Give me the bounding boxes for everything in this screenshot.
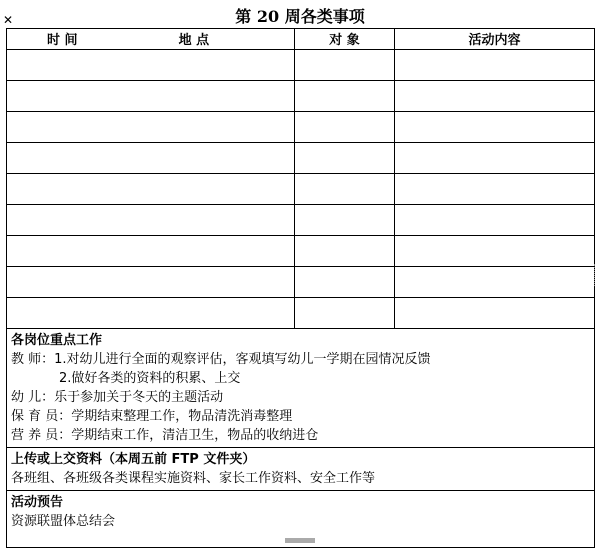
table-row [7,267,595,298]
cell-time-place[interactable] [7,50,295,81]
cell-time-place[interactable] [7,267,295,298]
header-time-place [7,29,295,50]
cell-object[interactable] [295,50,395,81]
preview-label: 活动预告 [11,495,64,510]
caregiver-line: 保 育 员：学期结束整理工作，物品清洗消毒整理 [11,409,293,424]
cell-object[interactable] [295,174,395,205]
table-move-handle-icon[interactable]: ✕ [3,13,14,27]
table-row [7,174,595,205]
page-title: 第 20 周各类事项 [235,7,365,26]
cell-object[interactable] [295,236,395,267]
cell-activity[interactable] [395,267,595,298]
preview-text: 资源联盟体总结会 [11,514,116,529]
teacher-role: 教 师： [11,352,55,367]
cell-activity[interactable] [395,205,595,236]
cell-time-place[interactable] [7,236,295,267]
header-time: 时 间 [47,33,78,48]
header-place: 地 点 [178,33,210,48]
cell-object[interactable] [295,205,395,236]
table-row [7,50,595,81]
cell-object[interactable] [295,81,395,112]
focus-cell[interactable] [7,329,595,448]
cell-time-place[interactable] [7,143,295,174]
upload-label: 上传或上交资料（本周五前 FTP 文件夹） [11,452,256,467]
cell-activity[interactable] [395,50,595,81]
header-object: 对 象 [295,29,395,50]
teacher-item-1: 1.对幼儿进行全面的观察评估，客观填写幼儿一学期在园情况反馈 [54,352,431,367]
upload-text: 各班组、各班级各类课程实施资料、家长工作资料、安全工作等 [11,471,376,486]
cell-time-place[interactable] [7,81,295,112]
table-resize-handle[interactable] [594,264,599,286]
upload-cell[interactable] [7,448,595,491]
cell-activity[interactable] [395,112,595,143]
child-line: 幼 儿：乐于参加关于冬天的主题活动 [11,390,224,405]
table-row [7,298,595,329]
cell-time-place[interactable] [7,205,295,236]
cell-activity[interactable] [395,298,595,329]
cell-time-place[interactable] [7,174,295,205]
schedule-table [6,28,595,548]
table-row [7,81,595,112]
cell-object[interactable] [295,112,395,143]
cell-activity[interactable] [395,174,595,205]
cell-object[interactable] [295,298,395,329]
cell-activity[interactable] [395,236,595,267]
teacher-item-2: 2.做好各类的资料的积累、上交 [59,371,241,386]
table-row [7,205,595,236]
cell-activity[interactable] [395,81,595,112]
table-row [7,236,595,267]
page-scroll-indicator[interactable] [285,538,315,543]
focus-section [7,329,595,448]
teacher-line-1 [11,350,590,369]
cell-object[interactable] [295,143,395,174]
upload-section [7,448,595,491]
cell-time-place[interactable] [7,298,295,329]
nutritionist-line: 营 养 员：学期结束工作，清洁卫生，物品的收纳进仓 [11,428,319,443]
cell-object[interactable] [295,267,395,298]
focus-label: 各岗位重点工作 [11,333,103,348]
table-row [7,143,595,174]
table-header-row [7,29,595,50]
cell-time-place[interactable] [7,112,295,143]
table-row [7,112,595,143]
header-activity: 活动内容 [395,29,595,50]
cell-activity[interactable] [395,143,595,174]
